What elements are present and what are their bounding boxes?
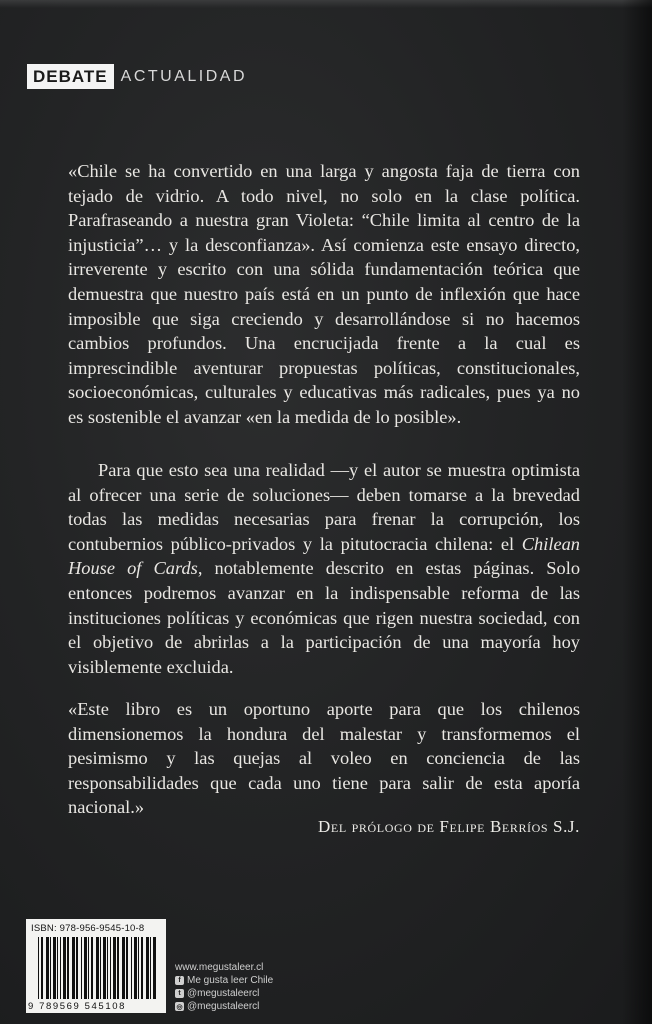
cover-top-edge	[0, 0, 652, 8]
barcode-stripe	[122, 937, 125, 999]
twitter-icon: t	[175, 989, 184, 998]
barcode-stripe	[117, 937, 119, 999]
barcode-stripe	[88, 937, 89, 999]
barcode-stripe	[72, 937, 75, 999]
blurb-paragraph-1	[68, 159, 580, 430]
book-reference-title: Chilean House of Cards	[68, 533, 580, 579]
barcode-stripe	[63, 937, 66, 999]
website-link[interactable]: www.megustaleer.cl	[175, 962, 264, 973]
barcode-stripe	[91, 937, 93, 999]
website-row	[175, 961, 273, 974]
barcode-stripe	[126, 937, 128, 999]
barcode-stripe	[81, 937, 82, 999]
barcode-stripe	[134, 937, 137, 999]
barcode-stripe	[146, 937, 149, 999]
barcode-stripe	[38, 937, 39, 999]
barcode-stripe	[107, 937, 108, 999]
barcode-stripe	[84, 937, 87, 999]
barcode-stripe	[138, 937, 139, 999]
barcode-stripe	[96, 937, 99, 999]
twitter-handle[interactable]: @megustaleercl	[187, 988, 260, 999]
twitter-row	[175, 987, 273, 1000]
blurb-text-2b: , notablemente descrito en estas páginas. Solo entonces podremos avanzar en la indispensable reforma de las instituciones políticas y económicas que rigen nuestra sociedad, con el objetivo de abrirlas a la participación de una mayoría hoy visiblemente excluida.	[68, 558, 581, 677]
barcode-stripe	[57, 937, 58, 999]
barcode-digits: 9 789569 545108	[28, 1001, 126, 1012]
barcode-stripe	[110, 937, 111, 999]
blurb-text-2a: Para que esto sea una realidad —y el autor se muestra optimista al ofrecer una serie de soluciones— deben tomarse a la brevedad todas las medidas necesarias para frenar la corrupción, los contubernios público-privados y la pitutocracia chilena: el	[68, 460, 580, 554]
barcode-stripe	[67, 937, 69, 999]
spine-shadow	[622, 0, 652, 1024]
barcode-stripe	[53, 937, 56, 999]
quote-attribution: Del prólogo de Felipe Berríos S.J.	[318, 817, 580, 836]
barcode-stripe	[100, 937, 101, 999]
barcode-stripe	[76, 937, 78, 999]
blurb-text-1: «Chile se ha convertido en una larga y angosta faja de tierra con tejado de vidrio. A todo nivel, no solo en la clase política. Parafraseando a nuestra gran Violeta: “Chile limita al centro de la injusticia”… y la desconfianza». Así comienza este ensayo directo, irreverente y escrito con una sólida fundamentación teórica que demuestra que nuestro país está en un punto de inflexión que hace imposible que siga creciendo y desarrollándose si no hacemos cambios profundos. Una encrucijada frente a la cual es imprescindible aventurar propuestas políticas, constitucionales, socioeconómicas, culturales y educativas más radicales, pues ya no es sostenible el avanzar «en la medida de lo posible».	[68, 161, 580, 427]
barcode-stripe	[113, 937, 116, 999]
publisher-socials	[175, 961, 273, 1013]
barcode-stripe	[131, 937, 132, 999]
instagram-handle[interactable]: @megustaleercl	[187, 1001, 260, 1012]
blurb-text-2	[68, 458, 580, 679]
barcode-stripe	[150, 937, 151, 999]
isbn-label: ISBN: 978-956-9545-10-8	[31, 923, 145, 934]
barcode-bars	[38, 937, 156, 999]
publisher-brand	[27, 64, 247, 89]
collection-name: ACTUALIDAD	[120, 67, 247, 85]
facebook-handle[interactable]: Me gusta leer Chile	[187, 975, 274, 986]
barcode-stripe	[50, 937, 51, 999]
prologue-quote: «Este libro es un oportuno aporte para que los chilenos dimensionemos la hondura del malestar y transformemos el pesimismo y las quejas al voleo en conciencia de las responsabilidades que cada uno tiene para salir de esta aporía nacional.»	[68, 699, 580, 818]
barcode-stripe	[41, 937, 43, 999]
instagram-row	[175, 1000, 273, 1013]
facebook-icon: f	[175, 976, 184, 985]
facebook-row	[175, 974, 273, 987]
barcode-stripe	[153, 937, 156, 999]
barcode-stripe	[103, 937, 106, 999]
instagram-icon: ◎	[176, 1003, 183, 1011]
barcode-stripe	[46, 937, 49, 999]
barcode-stripe	[141, 937, 143, 999]
publisher-logo: DEBATE	[27, 64, 114, 89]
isbn-barcode	[26, 919, 166, 1013]
blurb-paragraph-2	[68, 458, 580, 679]
barcode-stripe	[60, 937, 61, 999]
